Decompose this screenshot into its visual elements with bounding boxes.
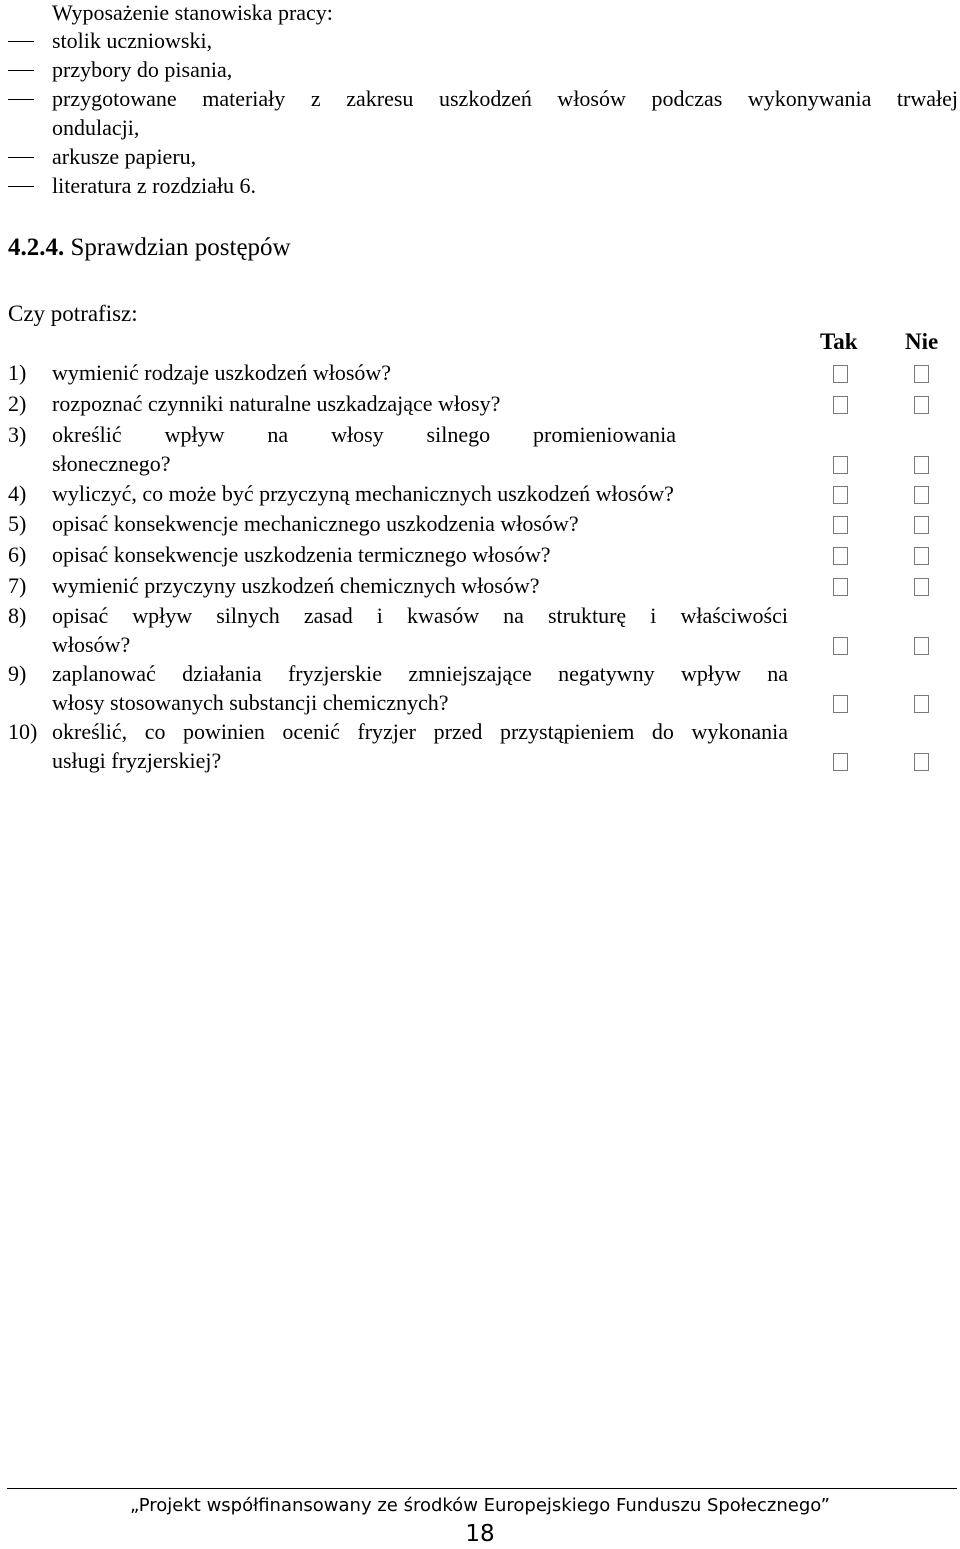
- equipment-item: literatura z rozdziału 6.: [52, 173, 257, 198]
- question-text-continuation: słonecznego?: [52, 451, 171, 476]
- equipment-item-continuation: ondulacji,: [52, 115, 140, 140]
- self-check-lead: Czy potrafisz:: [8, 301, 138, 326]
- question-text: wymienić rodzaje uszkodzeń włosów?: [52, 360, 392, 385]
- checkbox-no[interactable]: [914, 516, 929, 534]
- question-text: opisać konsekwencje uszkodzenia termicznego włosów?: [52, 542, 551, 567]
- question-text: opisać konsekwencje mechanicznego uszkodzenia włosów?: [52, 511, 579, 536]
- question-number: 5): [8, 511, 27, 536]
- question-number: 3): [8, 422, 27, 447]
- checkbox-no[interactable]: [914, 578, 929, 596]
- page-number: 18: [465, 1521, 495, 1547]
- checkbox-no[interactable]: [914, 547, 929, 565]
- dash-bullet: [8, 186, 34, 187]
- question-text-continuation: usługi fryzjerskiej?: [52, 748, 222, 773]
- checkbox-yes[interactable]: [833, 753, 848, 771]
- section-number: 4.2.4.: [8, 234, 65, 261]
- dash-bullet: [8, 70, 34, 71]
- question-number: 1): [8, 360, 27, 385]
- section-title: Sprawdzian postępów: [70, 234, 291, 261]
- equipment-item: arkusze papieru,: [52, 144, 197, 169]
- question-text: zaplanować działania fryzjerskie zmniejszające negatywny wpływ na: [52, 661, 788, 686]
- question-text: opisać wpływ silnych zasad i kwasów na strukturę i właściwości: [52, 603, 788, 628]
- checkbox-yes[interactable]: [833, 486, 848, 504]
- question-text-continuation: włosów?: [52, 632, 131, 657]
- question-number: 9): [8, 661, 27, 686]
- checkbox-no[interactable]: [914, 486, 929, 504]
- question-text-continuation: włosy stosowanych substancji chemicznych?: [52, 690, 449, 715]
- checkbox-yes[interactable]: [833, 365, 848, 383]
- question-number: 2): [8, 391, 27, 416]
- checkbox-yes[interactable]: [833, 637, 848, 655]
- equipment-item: przybory do pisania,: [52, 57, 233, 82]
- equipment-heading: Wyposażenie stanowiska pracy:: [52, 0, 333, 25]
- checkbox-no[interactable]: [914, 456, 929, 474]
- question-text: wyliczyć, co może być przyczyną mechanicznych uszkodzeń włosów?: [52, 481, 674, 506]
- checkbox-yes[interactable]: [833, 695, 848, 713]
- dash-bullet: [8, 99, 34, 100]
- equipment-item: stolik uczniowski,: [52, 28, 213, 53]
- question-text: wymienić przyczyny uszkodzeń chemicznych włosów?: [52, 573, 540, 598]
- checkbox-no[interactable]: [914, 365, 929, 383]
- dash-bullet: [8, 41, 34, 42]
- question-text: rozpoznać czynniki naturalne uszkadzające włosy?: [52, 391, 501, 416]
- dash-bullet: [8, 157, 34, 158]
- question-number: 8): [8, 603, 27, 628]
- question-number: 7): [8, 573, 27, 598]
- column-header-yes: Tak: [820, 329, 858, 354]
- checkbox-no[interactable]: [914, 396, 929, 414]
- footer-project-note: „Projekt współfinansowany ze środków Europejskiego Funduszu Społecznego”: [130, 1495, 830, 1516]
- checkbox-no[interactable]: [914, 637, 929, 655]
- question-text: określić, co powinien ocenić fryzjer przed przystąpieniem do wykonania: [52, 719, 788, 744]
- section-heading: [8, 234, 291, 262]
- checkbox-yes[interactable]: [833, 516, 848, 534]
- checkbox-no[interactable]: [914, 753, 929, 771]
- question-number: 10): [8, 719, 38, 744]
- column-header-no: Nie: [905, 329, 939, 354]
- checkbox-no[interactable]: [914, 695, 929, 713]
- checkbox-yes[interactable]: [833, 578, 848, 596]
- question-text: określić wpływ na włosy silnego promieniowania: [52, 422, 676, 447]
- equipment-item: przygotowane materiały z zakresu uszkodzeń włosów podczas wykonywania trwałej: [52, 86, 958, 111]
- question-number: 6): [8, 542, 27, 567]
- checkbox-yes[interactable]: [833, 396, 848, 414]
- checkbox-yes[interactable]: [833, 547, 848, 565]
- checkbox-yes[interactable]: [833, 456, 848, 474]
- footer-divider: [7, 1488, 957, 1489]
- question-number: 4): [8, 481, 27, 506]
